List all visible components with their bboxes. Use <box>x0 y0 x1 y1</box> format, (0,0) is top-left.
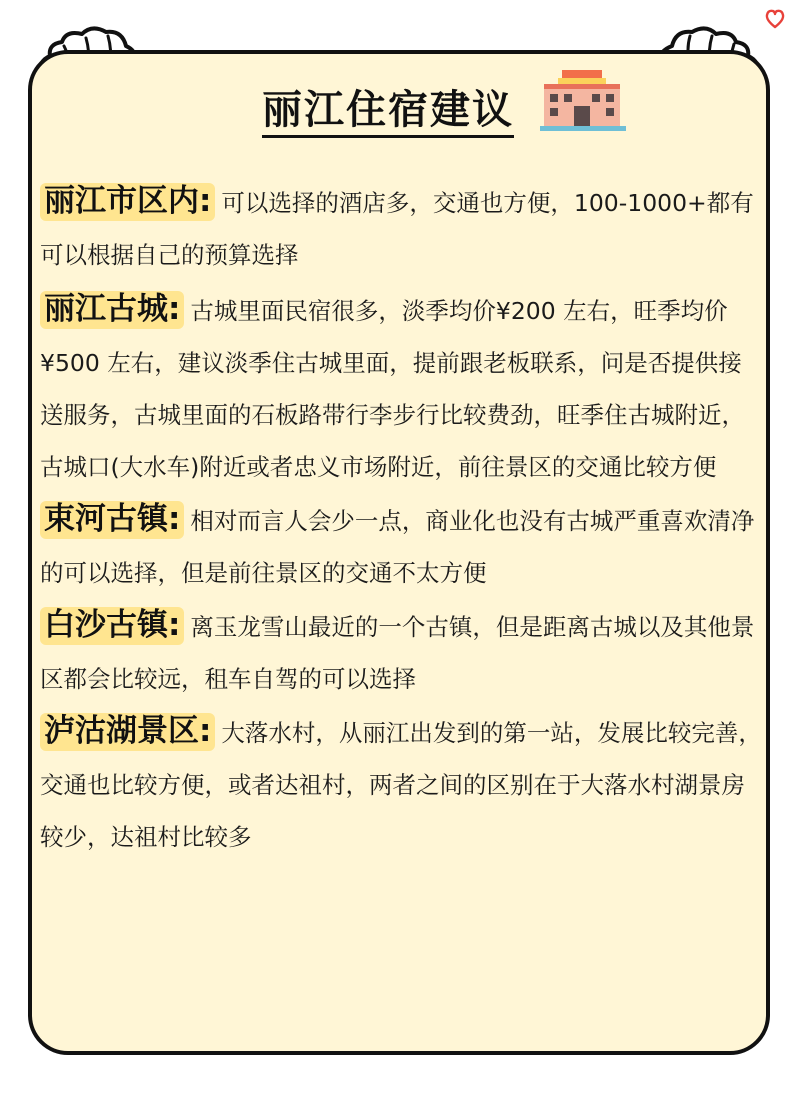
section-baisha <box>40 599 764 705</box>
section-label: 丽江古城: <box>40 291 184 329</box>
hotel-building-icon <box>540 70 626 132</box>
section-old-town <box>40 283 764 493</box>
section-text: 可以选择的酒店多，交通也方便，100-1000+都有可以根据自己的预算选择 <box>40 189 754 269</box>
section-text: 大落水村，从丽江出发到的第一站，发展比较完善，交通也比较方便，或者达祖村，两者之间的区别在于大落水村湖景房较少，达祖村比较多 <box>40 719 762 851</box>
section-label: 束河古镇: <box>40 501 184 539</box>
section-text: 相对而言人会少一点，商业化也没有古城严重喜欢清净的可以选择，但是前往景区的交通不太方便 <box>40 507 755 587</box>
section-text: 离玉龙雪山最近的一个古镇，但是距离古城以及其他景区都会比较远，租车自驾的可以选择 <box>40 613 755 693</box>
section-city <box>40 175 764 281</box>
section-shuhe <box>40 493 764 599</box>
section-label: 泸沽湖景区: <box>40 713 215 751</box>
page-title: 丽江住宿建议 <box>262 87 514 138</box>
content-body <box>40 175 764 863</box>
section-text: 古城里面民宿很多，淡季均价¥200 左右，旺季均价¥500 左右，建议淡季住古城里面，提前跟老板联系，问是否提供接送服务，古城里面的石板路带行李步行比较费劲，旺季住古城附近，古城口(大水车)附近或者忠义市场附近，前往景区的交通比较方便 <box>40 297 745 481</box>
heart-icon <box>764 8 786 30</box>
section-label: 丽江市区内: <box>40 183 215 221</box>
section-label: 白沙古镇: <box>40 607 184 645</box>
section-lugu-lake <box>40 705 764 863</box>
